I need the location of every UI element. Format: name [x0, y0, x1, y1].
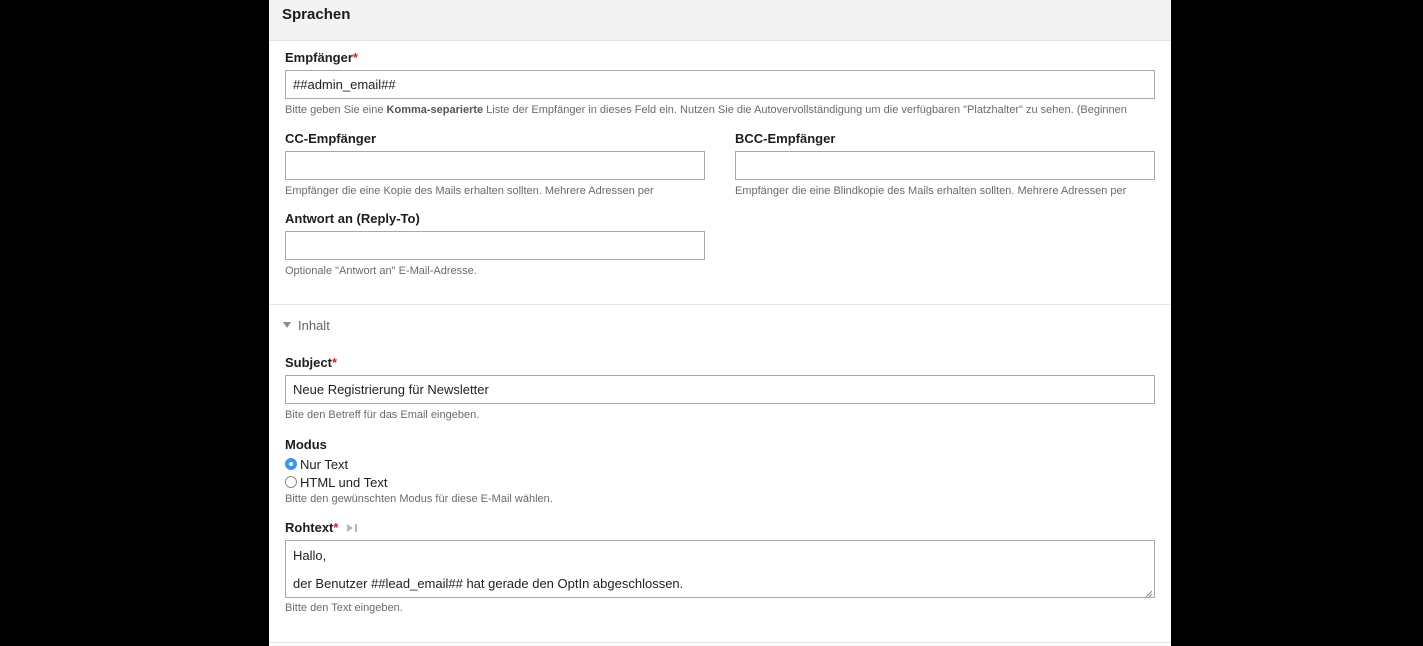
rawtext-label	[285, 520, 358, 535]
subject-label-text: Subject	[285, 355, 332, 370]
triangle-down-icon	[283, 322, 291, 328]
cc-help: Empfänger die eine Kopie des Mails erhalten sollten. Mehrere Adressen per	[285, 185, 654, 197]
required-mark: *	[352, 50, 358, 65]
section-divider	[269, 642, 1171, 643]
form-panel	[269, 0, 1171, 646]
cc-label: CC-Empfänger	[285, 131, 377, 146]
rawtext-line: der Benutzer ##lead_email## hat gerade den OptIn abgeschlossen.	[293, 576, 684, 591]
section-divider	[269, 304, 1171, 305]
reply-to-input[interactable]	[285, 231, 705, 260]
recipient-help	[285, 104, 1155, 116]
recipient-label	[285, 50, 358, 65]
mode-option-text-only[interactable]	[285, 457, 348, 472]
required-mark: *	[333, 520, 339, 535]
rawtext-help: Bitte den Text eingeben.	[285, 602, 403, 614]
play-pipe-icon[interactable]	[346, 521, 358, 536]
mode-option-label: Nur Text	[300, 457, 349, 472]
subject-help: Bite den Betreff für das Email eingeben.	[285, 409, 480, 421]
content-section-legend: Inhalt	[298, 318, 330, 333]
bcc-label: BCC-Empfänger	[735, 131, 836, 146]
rawtext-line	[293, 563, 1147, 577]
recipient-input[interactable]	[285, 70, 1155, 99]
cc-input[interactable]	[285, 151, 705, 180]
bcc-input[interactable]	[735, 151, 1155, 180]
radio-checked-icon[interactable]	[285, 458, 297, 470]
content-section-toggle[interactable]	[283, 318, 330, 333]
section-header	[269, 0, 1171, 41]
rawtext-line: Hallo,	[293, 548, 327, 563]
reply-to-label: Antwort an (Reply-To)	[285, 211, 420, 226]
mode-option-html-and-text[interactable]	[285, 475, 387, 490]
radio-unchecked-icon[interactable]	[285, 476, 297, 488]
mode-help: Bitte den gewünschten Modus für diese E-Mail wählen.	[285, 493, 553, 505]
section-title: Sprachen	[282, 6, 351, 23]
recipient-label-text: Empfänger	[285, 50, 353, 65]
rawtext-textarea[interactable]	[285, 540, 1155, 598]
rawtext-label-text: Rohtext	[285, 520, 334, 535]
bcc-help: Empfänger die eine Blindkopie des Mails erhalten sollten. Mehrere Adressen per	[735, 185, 1127, 197]
recipient-help-before: Bitte geben Sie eine	[285, 104, 387, 116]
recipient-help-after: Liste der Empfänger in dieses Feld ein. Nutzen Sie die Autovervollständigung um die verfügbaren "Platzhalter" zu sehen. (Beginnen	[483, 104, 1127, 116]
subject-label	[285, 355, 337, 370]
required-mark: *	[331, 355, 338, 370]
recipient-help-bold: Komma-separierte	[386, 104, 484, 116]
reply-to-help: Optionale "Antwort an" E-Mail-Adresse.	[285, 265, 477, 277]
mode-option-label: HTML und Text	[300, 475, 388, 490]
resize-grip-icon[interactable]	[1144, 587, 1153, 596]
mode-label: Modus	[285, 437, 327, 452]
subject-input[interactable]	[285, 375, 1155, 404]
